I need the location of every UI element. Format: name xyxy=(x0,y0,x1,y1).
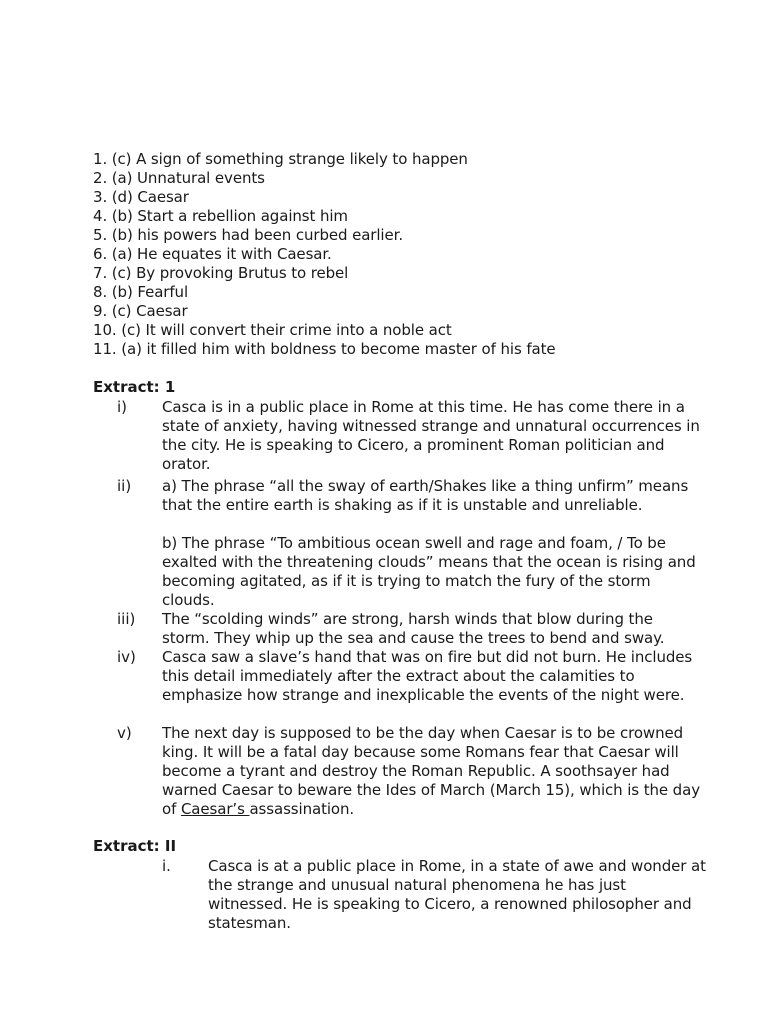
answer-line: 7. (c) By provoking Brutus to rebel xyxy=(93,264,349,282)
answer-list xyxy=(93,150,556,359)
answer-line: 4. (b) Start a rebellion against him xyxy=(93,207,348,225)
answer-line: 9. (c) Caesar xyxy=(93,302,188,320)
answer-line: 10. (c) It will convert their crime into a noble act xyxy=(93,321,452,339)
answer-line: 8. (b) Fearful xyxy=(93,283,189,301)
item-text-part: The next day is supposed to be the day when Caesar is to be crowned king. It will be a fatal day because some Romans fear that Caesar will become a tyrant and destroy the Roman Republic. A soothsayer had warned Caesar to beware the Ides of March (March 15), which is the day of xyxy=(162,724,700,818)
item-marker: i. xyxy=(162,857,171,875)
answer-line: 2. (a) Unnatural events xyxy=(93,169,265,187)
item-text: a) The phrase “all the sway of earth/Shakes like a thing unfirm” means that the entire earth is shaking as if it is unstable and unreliable. xyxy=(162,477,689,514)
extract-1-heading: Extract: 1 xyxy=(93,378,176,396)
answer-line: 1. (c) A sign of something strange likely to happen xyxy=(93,150,468,168)
underlined-word: Caesar’s xyxy=(180,800,250,818)
item-text: The “scolding winds” are strong, harsh winds that blow during the storm. They whip up the sea and cause the trees to bend and sway. xyxy=(162,610,665,647)
item-text xyxy=(162,724,702,819)
answer-line: 6. (a) He equates it with Caesar. xyxy=(93,245,332,263)
answer-line: 3. (d) Caesar xyxy=(93,188,189,206)
answer-line: 5. (b) his powers had been curbed earlier. xyxy=(93,226,403,244)
item-text: Casca is at a public place in Rome, in a state of awe and wonder at the strange and unusual natural phenomena he has just witnessed. He is speaking to Cicero, a renowned philosopher and statesman. xyxy=(208,857,706,932)
item-text: Casca saw a slave’s hand that was on fire but did not burn. He includes this detail immediately after the extract about the calamities to emphasize how strange and inexplicable the events of the night were. xyxy=(162,648,693,704)
item-marker: iii) xyxy=(117,610,136,628)
extract-2-heading: Extract: II xyxy=(93,837,177,855)
item-marker: ii) xyxy=(117,477,132,495)
item-marker: v) xyxy=(117,724,132,742)
answer-line: 11. (a) it filled him with boldness to become master of his fate xyxy=(93,340,556,358)
item-marker: i) xyxy=(117,398,128,416)
item-marker: iv) xyxy=(117,648,136,666)
item-text-part: assassination. xyxy=(249,800,355,818)
item-text: Casca is in a public place in Rome at this time. He has come there in a state of anxiety, having witnessed strange and unnatural occurrences in the city. He is speaking to Cicero, a prominent Roman politician and orator. xyxy=(162,398,700,473)
item-text: b) The phrase “To ambitious ocean swell and rage and foam, / To be exalted with the threatening clouds” means that the ocean is rising and becoming agitated, as if it is trying to match the fury of the storm clouds. xyxy=(162,534,696,609)
